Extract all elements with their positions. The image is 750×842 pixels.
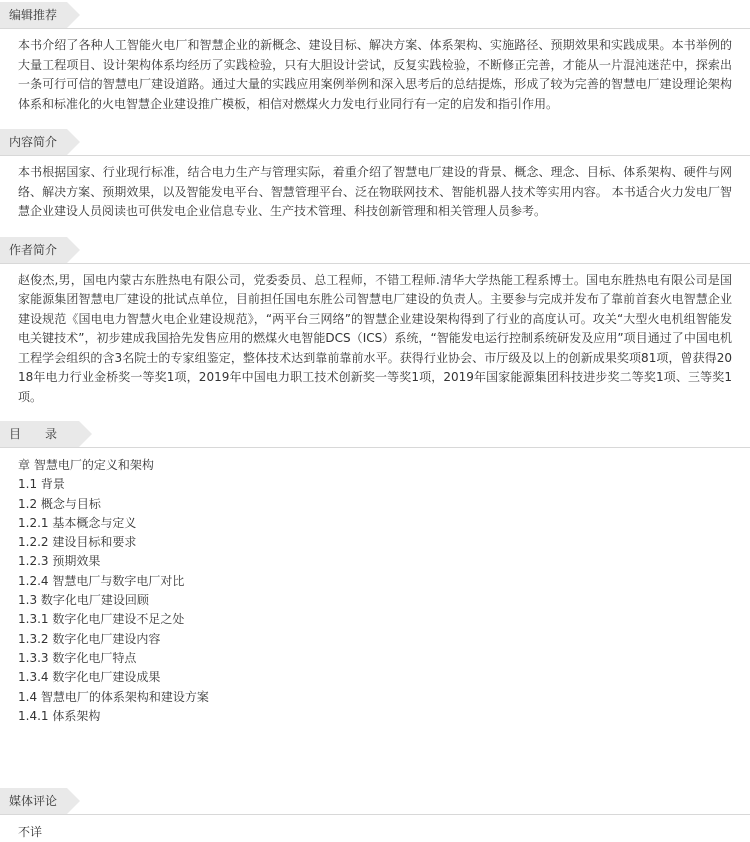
section-text: 本书介绍了各种人工智能火电厂和智慧企业的新概念、建设目标、解决方案、体系架构、实施路径、预期效果和实践成果。本书举例的大量工程项目、设计架构体系均经历了实践检验，只有大胆设计尝试，反复实践检验，不断修正完善，才能从一片混沌迷茫中，探索出一条可行可信的智慧电厂建设道路。通过大量的实践应用案例举例和深入思考后的总结提炼，形成了较为完善的智慧电厂建设理论架构体系和标准化的火电智慧企业建设推广模板，相信对燃煤火力发电行业同行有一定的启发和指引作用。 bbox=[18, 38, 732, 111]
toc-item: 1.3.3 数字化电厂特点 bbox=[18, 650, 137, 665]
toc-item: 1.2.1 基本概念与定义 bbox=[18, 515, 137, 530]
toc-item: 1.3.1 数字化电厂建设不足之处 bbox=[18, 612, 185, 627]
toc-item: 章 智慧电厂的定义和架构 bbox=[18, 458, 154, 472]
toc-item: 1.2 概念与目标 bbox=[18, 496, 101, 511]
section-title: 内容简介 bbox=[0, 129, 67, 155]
section-header bbox=[0, 237, 750, 264]
toc-item: 1.4 智慧电厂的体系架构和建设方案 bbox=[18, 689, 209, 704]
section-editor-recommendation bbox=[0, 2, 750, 114]
section-text: 赵俊杰,男，国电内蒙古东胜热电有限公司，党委委员、总工程师，不错工程师.清华大学热能工程系博士。国电东胜热电有限公司是国家能源集团智慧电厂建设的批试点单位，目前担任国电东胜公司智慧电厂建设的负责人。主要参与完成并发布了靠前首套火电智慧企业建设规范《国电电力智慧火电企业建设规范》，“两平台三网络”的智慧企业建设架构得到了行业的高度认可。攻关“大型火电机组智能发电关键技术”，初步建成我国拾先发售应用的燃煤火电智能DCS（ICS）系统，“智能发电运行控制系统研发及应用”项目通过了中国电机工程学会组织的含3名院士的专家组鉴定，整体技术达到靠前靠前水平。获得行业协会、市厅级及以上的创新成果奖项81项，曾获得2018年电力行业金桥奖一等奖1项，2019年中国电力职工技术创新奖一等奖1项，2019年国家能源集团科技进步奖二等奖1项、三等奖1项。 bbox=[18, 272, 732, 404]
section-text: 本书根据国家、行业现行标准，结合电力生产与管理实际，着重介绍了智慧电厂建设的背景、概念、理念、目标、体系架构、硬件与网络、解决方案、预期效果，以及智能发电平台、智慧管理平台、泛在物联网技术、智能机器人技术等实用内容。 本书适合火力发电厂智慧企业建设人员阅读也可供发电企业信息专业、生产技术管理、科技创新管理和相关管理人员参考。 bbox=[18, 165, 732, 218]
section-header bbox=[0, 129, 750, 156]
section-header bbox=[0, 421, 750, 448]
section-title: 媒体评论 bbox=[0, 788, 67, 814]
section-table-of-contents bbox=[0, 421, 750, 726]
toc-item: 1.3 数字化电厂建设回顾 bbox=[18, 593, 149, 608]
section-content-summary bbox=[0, 129, 750, 222]
toc-item: 1.2.2 建设目标和要求 bbox=[18, 535, 137, 550]
toc-item: 1.1 背景 bbox=[18, 477, 65, 492]
toc-item: 1.3.2 数字化电厂建设内容 bbox=[18, 631, 161, 646]
toc-item: 1.2.4 智慧电厂与数字电厂对比 bbox=[18, 573, 185, 588]
section-header bbox=[0, 788, 750, 815]
section-title: 作者简介 bbox=[0, 237, 67, 263]
section-text: 不详 bbox=[18, 825, 43, 839]
section-media-review bbox=[0, 788, 750, 842]
toc-list bbox=[0, 448, 750, 726]
section-title: 编辑推荐 bbox=[0, 2, 67, 28]
toc-item: 1.4.1 体系架构 bbox=[18, 708, 101, 723]
section-title: 目 录 bbox=[0, 421, 79, 447]
toc-item: 1.3.4 数字化电厂建设成果 bbox=[18, 670, 161, 685]
toc-item: 1.2.3 预期效果 bbox=[18, 554, 101, 569]
section-author-intro bbox=[0, 237, 750, 408]
section-header bbox=[0, 2, 750, 29]
